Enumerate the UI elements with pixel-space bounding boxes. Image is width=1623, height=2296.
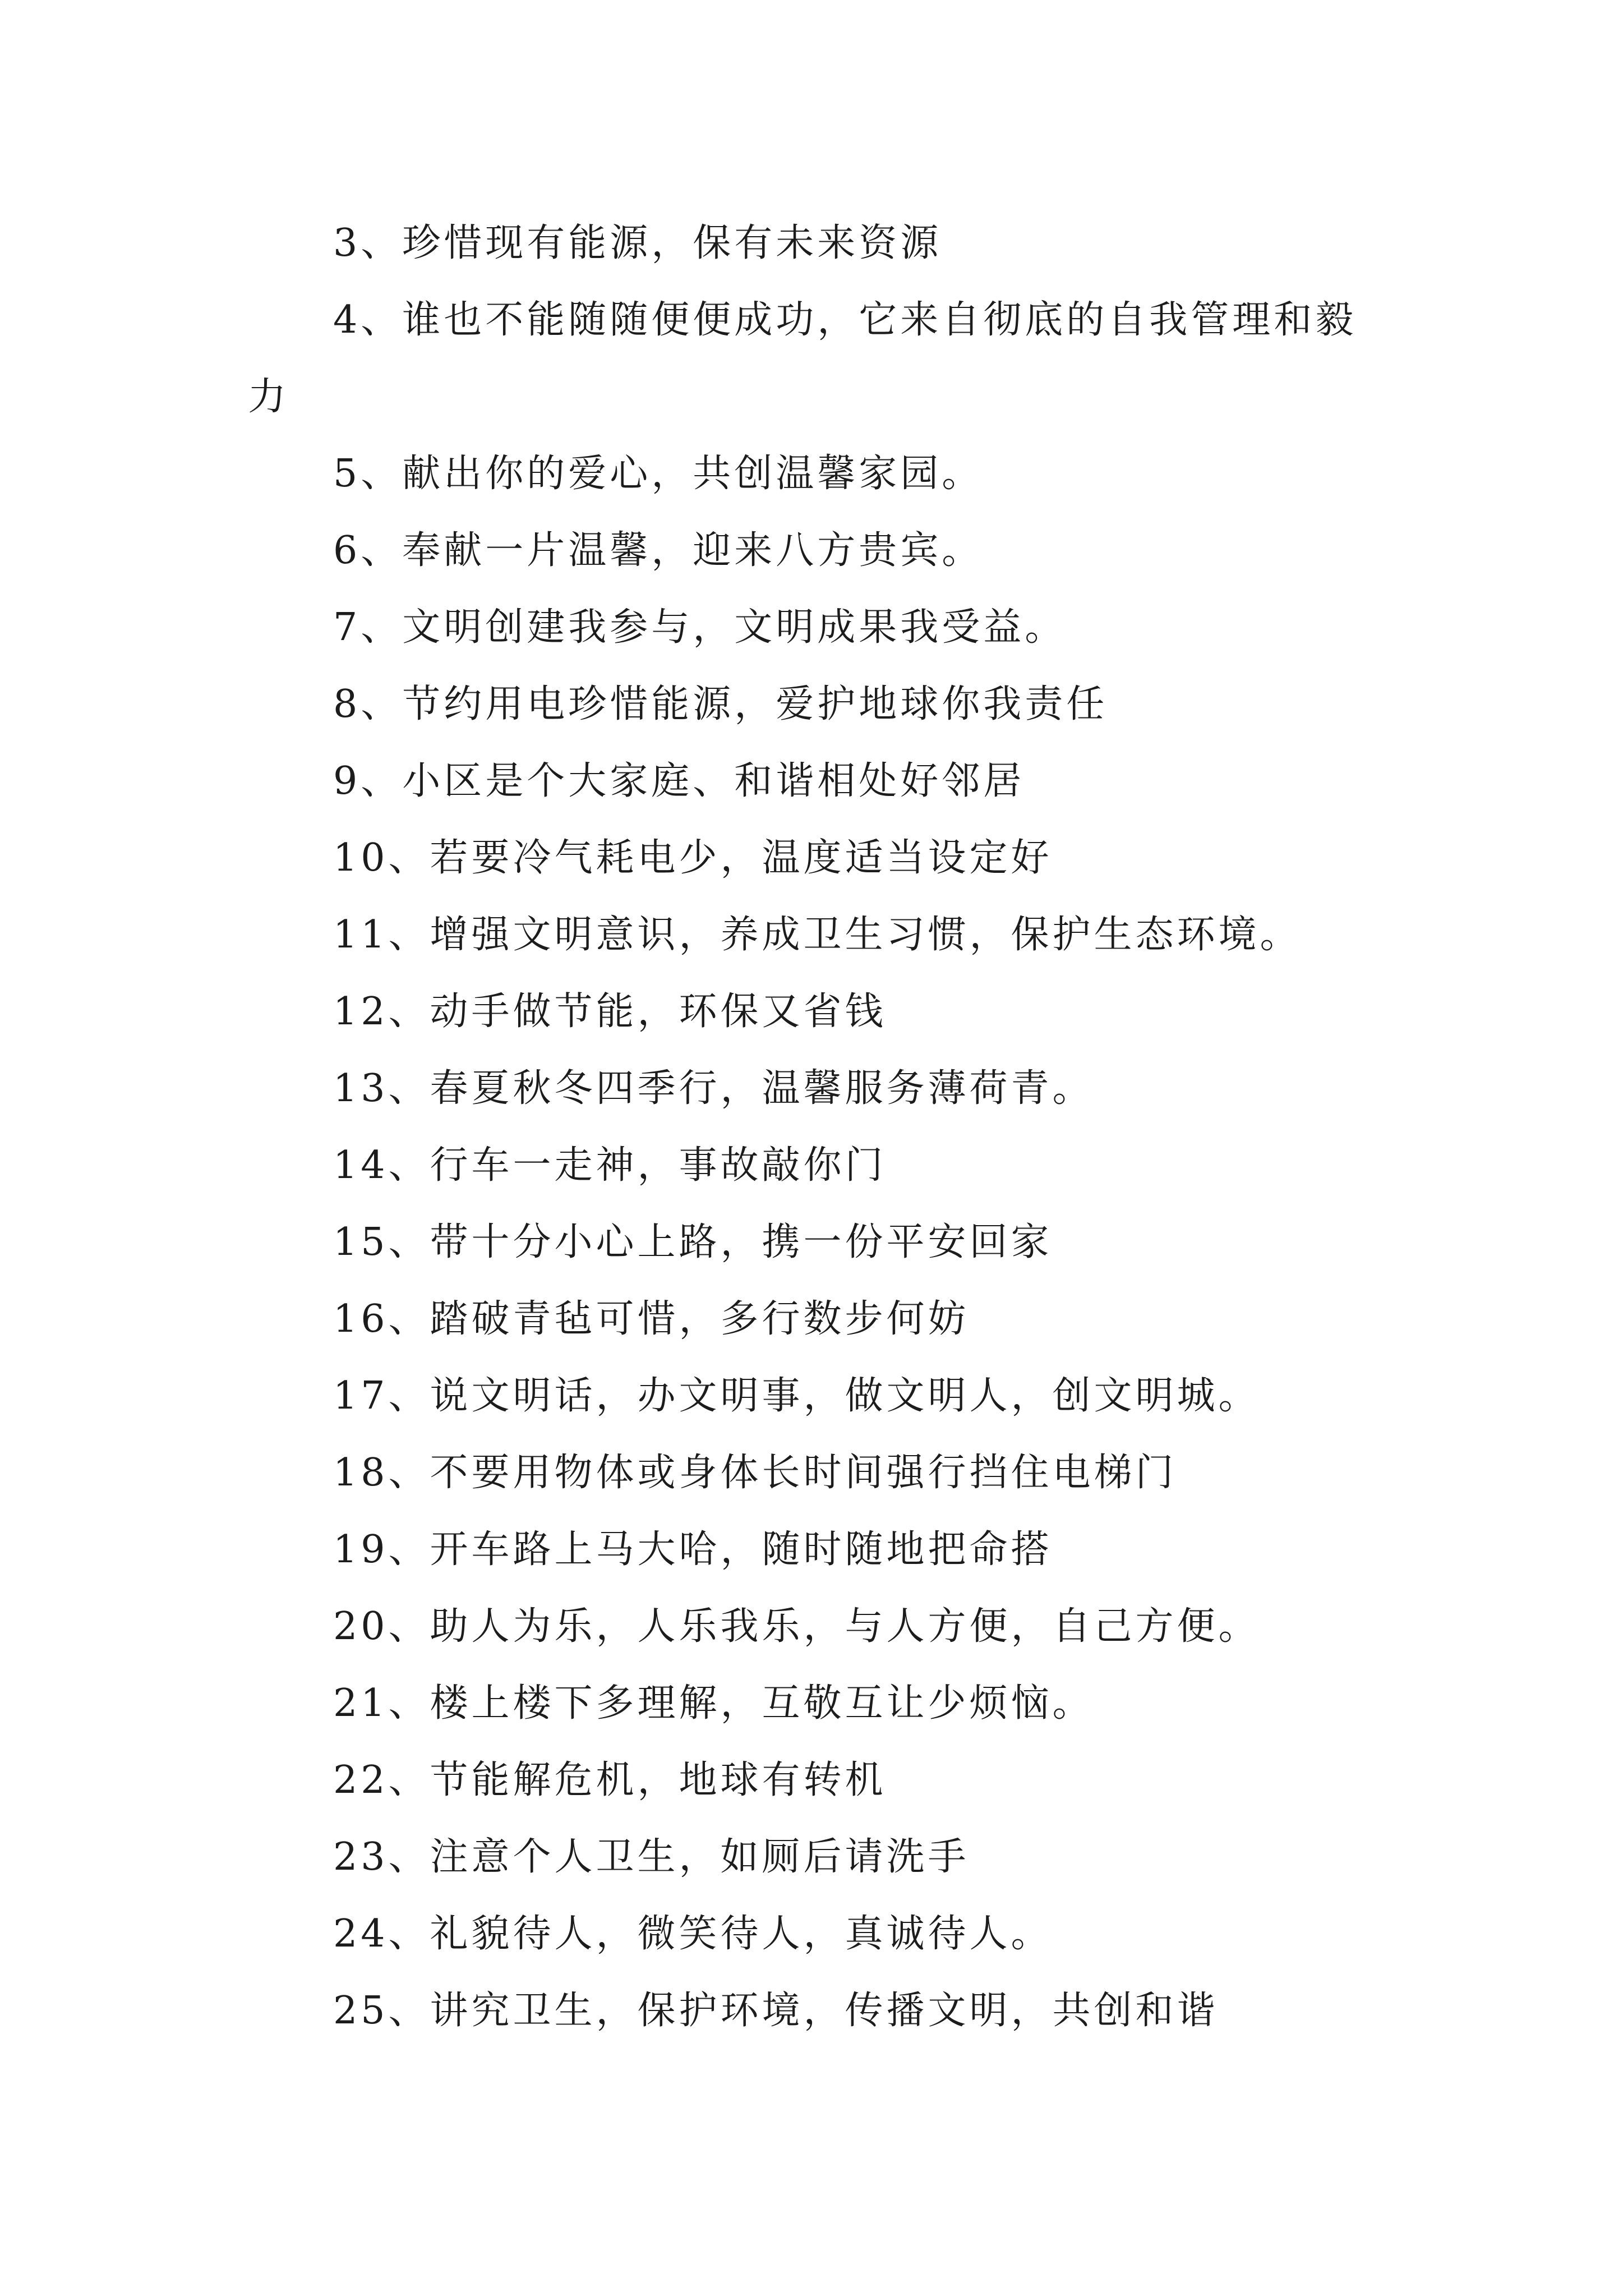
paragraph: 10、若要冷气耗电少，温度适当设定好 <box>333 836 1053 880</box>
paragraph: 14、行车一走神，事故敲你门 <box>333 1143 887 1188</box>
paragraph: 20、助人为乐，人乐我乐，与人方便，自己方便。 <box>333 1604 1260 1649</box>
paragraph: 6、奉献一片温馨，迎来八方贵宾。 <box>333 528 984 573</box>
paragraph: 17、说文明话，办文明事，做文明人，创文明城。 <box>333 1374 1260 1418</box>
paragraph: 4、谁也不能随随便便成功，它来自彻底的自我管理和毅力 <box>248 298 1357 419</box>
paragraph: 16、踏破青毡可惜，多行数步何妨 <box>333 1297 970 1341</box>
paragraph: 19、开车路上马大哈，随时随地把命搭 <box>333 1527 1053 1572</box>
paragraph: 24、礼貌待人，微笑待人，真诚待人。 <box>333 1912 1053 1956</box>
document-body <box>248 205 1398 2049</box>
paragraph: 11、增强文明意识，养成卫生习惯，保护生态环境。 <box>333 913 1302 957</box>
paragraph: 18、不要用物体或身体长时间强行挡住电梯门 <box>333 1451 1177 1495</box>
paragraph: 9、小区是个大家庭、和谐相处好邻居 <box>333 759 1025 803</box>
paragraph: 21、楼上楼下多理解，互敬互让少烦恼。 <box>333 1681 1094 1726</box>
paragraph: 12、动手做节能，环保又省钱 <box>333 990 887 1034</box>
paragraph: 5、献出你的爱心，共创温馨家园。 <box>333 452 984 496</box>
paragraph: 22、节能解危机，地球有转机 <box>333 1758 887 1802</box>
paragraph: 25、讲究卫生，保护环境，传播文明，共创和谐 <box>333 1989 1219 2033</box>
paragraph: 3、珍惜现有能源，保有未来资源 <box>333 221 942 265</box>
paragraph: 8、节约用电珍惜能源，爱护地球你我责任 <box>333 682 1108 726</box>
paragraph: 7、文明创建我参与，文明成果我受益。 <box>333 605 1067 650</box>
paragraph: 23、注意个人卫生，如厕后请洗手 <box>333 1835 970 1879</box>
paragraph: 15、带十分小心上路，携一份平安回家 <box>333 1220 1053 1264</box>
paragraph: 13、春夏秋冬四季行，温馨服务薄荷青。 <box>333 1066 1094 1111</box>
